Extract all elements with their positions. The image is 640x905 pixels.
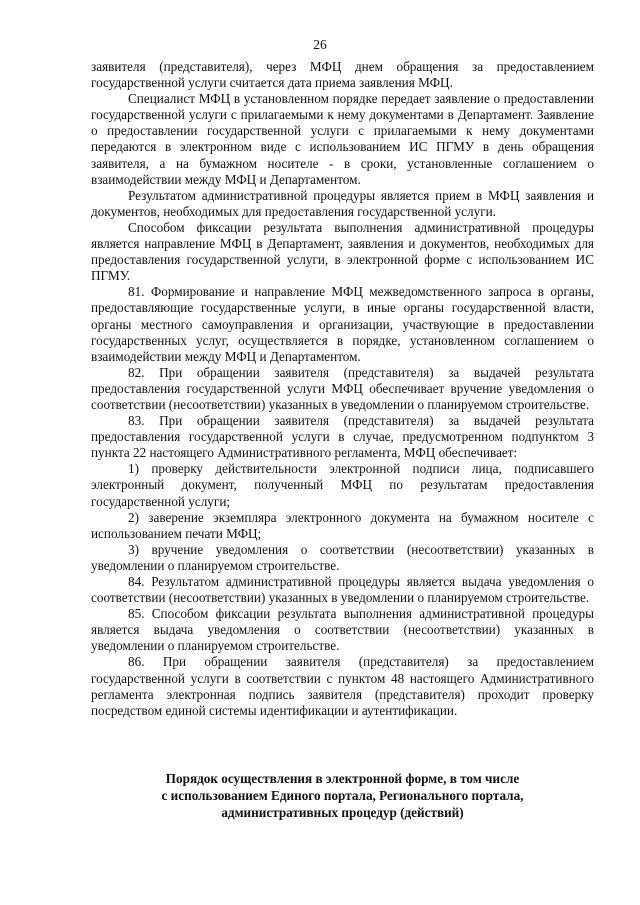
section-heading-line-1: Порядок осуществления в электронной форме, в том числе [165, 771, 520, 786]
paragraph-continuation: заявителя (представителя), через МФЦ днем обращения за предоставлением государственной услуги считается дата приема заявления МФЦ. [91, 59, 594, 91]
paragraph-item-83-sub-3: 3) вручение уведомления о соответствии (несоответствии) указанных в уведомлении о планируемом строительстве. [91, 541, 594, 573]
page-number: 26 [313, 37, 327, 52]
body-text [91, 59, 594, 719]
paragraph-item-83: 83. При обращении заявителя (представителя) за выдачей результата предоставления государственной услуги в случае, предусмотренном подпунктом 3 пункта 22 настоящего Административного регламента, МФЦ обеспечивает: [91, 413, 594, 461]
paragraph-item-81: 81. Формирование и направление МФЦ межведомственного запроса в органы, предоставляющие государственные услуги, в иные органы государственной власти, органы местного самоуправления и организации, участвующие в предоставлении государственных услуг, осуществляется в порядке, установленном соглашением о взаимодействии между МФЦ и Департаментом. [91, 284, 594, 364]
paragraph-item-83-sub-2: 2) заверение экземпляра электронного документа на бумажном носителе с использованием печати МФЦ; [91, 509, 594, 541]
section-heading-line-3: административных процедур (действий) [221, 805, 464, 820]
section-heading-line-2: с использованием Единого портала, Регионального портала, [161, 788, 524, 803]
paragraph-procedure-result: Результатом административной процедуры является прием в МФЦ заявления и документов, необходимых для предоставления государственной услуги. [91, 187, 594, 219]
paragraph-item-85: 85. Способом фиксации результата выполнения административной процедуры является выдача уведомления о соответствии (несоответствии) указанных в уведомлении о планируемом строительстве. [91, 606, 594, 654]
paragraph-item-86: 86. При обращении заявителя (представителя) за предоставлением государственной услуги в соответствии с пунктом 48 настоящего Административного регламента электронная подпись заявителя (представителя) проходит проверку посредством единой системы идентификации и аутентификации. [91, 654, 594, 718]
paragraph-item-83-sub-1: 1) проверку действительности электронной подписи лица, подписавшего электронный документ, полученный МФЦ по результатам предоставления государственной услуги; [91, 461, 594, 509]
paragraph-mfc-transfer: Специалист МФЦ в установленном порядке передает заявление о предоставлении государственной услуги с прилагаемыми к нему документами в Департамент. Заявление о предоставлении государственной услуги с прилагаемыми к нему документами передаются в электронном виде с использованием ИС ПГМУ в день обращения заявителя, а на бумажном носителе - в сроки, установленные соглашением о взаимодействии между МФЦ и Департаментом. [91, 91, 594, 187]
paragraph-fixation-method: Способом фиксации результата выполнения административной процедуры является направление МФЦ в Департамент, заявления и документов, необходимых для предоставления государственной услуги, в электронной форме с использованием ИС ПГМУ. [91, 219, 594, 284]
paragraph-item-82: 82. При обращении заявителя (представителя) за выдачей результата предоставления государственной услуги МФЦ обеспечивает вручение уведомления о соответствии (несоответствии) указанных в уведомлении о планируемом строительстве. [91, 364, 594, 412]
paragraph-item-84: 84. Результатом административной процедуры является выдача уведомления о соответствии (несоответствии) указанных в уведомлении о планируемом строительстве. [91, 574, 594, 606]
section-heading [91, 770, 594, 821]
